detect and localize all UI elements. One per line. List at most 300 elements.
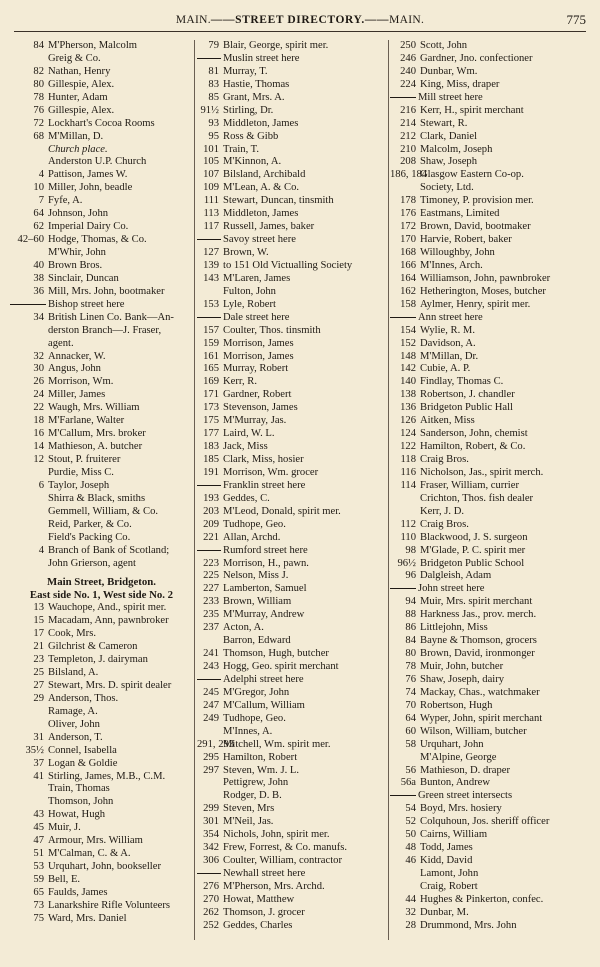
house-number: 79 <box>208 40 219 51</box>
occupant-name: M'Pherson, Malcolm <box>48 40 138 51</box>
directory-entry <box>197 105 387 118</box>
occupant-name: Cairns, William <box>420 829 488 841</box>
house-number: 10 <box>33 182 44 194</box>
column-divider <box>388 40 389 940</box>
house-number: 142 <box>400 363 416 375</box>
occupant-name: Nathan, Henry <box>48 65 111 77</box>
house-number: 173 <box>203 402 219 414</box>
house-number: 4 <box>38 169 44 181</box>
house-number: 172 <box>400 221 416 233</box>
directory-entry-continued: M'Alpine, George <box>420 751 497 763</box>
directory-entry <box>197 855 387 868</box>
house-number: 23 <box>33 654 44 666</box>
directory-entry <box>10 545 193 558</box>
house-number: 114 <box>400 479 416 491</box>
house-number: 29 <box>33 692 44 704</box>
house-number: 210 <box>400 143 416 155</box>
occupant-name: Hamilton, Robert, & Co. <box>420 441 526 453</box>
header-right: MAIN. <box>389 14 425 26</box>
directory-entry <box>197 351 387 364</box>
dash-rule <box>197 317 221 318</box>
directory-entry <box>390 376 595 389</box>
directory-entry <box>197 389 387 402</box>
directory-entry-continued: Anderston U.P. Church <box>48 156 147 168</box>
occupant-name: Brown, William <box>223 596 292 608</box>
occupant-name: Aitken, Miss <box>420 415 475 427</box>
occupant-name: Morrison, James <box>223 337 294 349</box>
occupant-name: Stirling, James, M.B., C.M. <box>48 770 166 782</box>
directory-entry-continued: Fulton, John <box>223 285 276 297</box>
house-number: 56a <box>400 777 416 789</box>
house-number: 34 <box>33 311 44 323</box>
directory-entry <box>10 693 193 706</box>
occupant-name: Scott, John <box>420 40 468 51</box>
occupant-name: Robertson, J. chandler <box>420 389 515 401</box>
directory-entry <box>197 752 387 765</box>
directory-entry <box>197 622 387 635</box>
house-number: 64 <box>405 712 416 724</box>
directory-entry <box>390 454 595 467</box>
directory-entry <box>197 609 387 622</box>
house-number: 171 <box>203 389 219 401</box>
house-number: 112 <box>400 518 416 530</box>
house-number: 110 <box>400 531 416 543</box>
directory-entry <box>390 260 595 273</box>
occupant-name: Muir, J. <box>48 822 81 834</box>
occupant-name: Taylor, Joseph <box>48 479 110 491</box>
cross-street-label: Green street intersects <box>418 790 513 802</box>
house-number: 96½ <box>397 557 416 569</box>
occupant-name: Thomson, Hugh, butcher <box>223 648 329 660</box>
house-number: 76 <box>405 673 416 685</box>
directory-entry <box>390 803 595 816</box>
cross-street-label: Mill street here <box>418 91 483 103</box>
occupant-name: Stewart, Mrs. D. spirit dealer <box>48 679 172 691</box>
directory-entry <box>10 363 193 376</box>
section-heading: East side No. 1, West side No. 2 <box>29 589 174 602</box>
house-number: 91½ <box>200 104 219 116</box>
house-number: 208 <box>400 156 416 168</box>
occupant-name: Bilsland, A. <box>48 667 99 678</box>
occupant-name: Armour, Mrs. William <box>48 835 143 847</box>
occupant-name: Brown Bros. <box>48 259 103 271</box>
occupant-name: Ross & Gibb <box>223 130 279 142</box>
house-number: 176 <box>400 208 416 220</box>
occupant-name: Geddes, C. <box>223 492 270 504</box>
occupant-name: M'Farlane, Walter <box>48 415 125 427</box>
cross-street-label: Franklin street here <box>223 479 306 491</box>
directory-entry <box>197 558 387 571</box>
occupant-name: Russell, James, baker <box>223 221 315 233</box>
dash-rule <box>197 550 221 551</box>
directory-entry <box>197 208 387 221</box>
house-number: 68 <box>33 130 44 142</box>
occupant-name: Coulter, William, contractor <box>223 855 342 867</box>
house-number: 60 <box>405 725 416 737</box>
house-number: 291, 293 <box>197 738 235 750</box>
directory-entry <box>197 570 387 583</box>
directory-entry-continued: Greig & Co. <box>48 52 101 64</box>
occupant-name: Brown, W. <box>223 247 269 258</box>
cross-street-marker <box>197 545 387 558</box>
directory-entry <box>390 389 595 402</box>
directory-entry-continued: Lamont, John <box>420 868 479 879</box>
occupant-name: Stevenson, James <box>223 402 298 414</box>
directory-entry <box>390 40 595 53</box>
directory-entry <box>390 816 595 829</box>
directory-entry <box>10 913 193 926</box>
directory-entry-continued: Crichton, Thos. fish dealer <box>420 492 534 504</box>
directory-entry-continued: Barron, Edward <box>223 635 291 647</box>
house-number: 227 <box>203 583 219 595</box>
occupant-name: Wyper, John, spirit merchant <box>420 712 543 724</box>
house-number: 118 <box>400 454 416 465</box>
occupant-name: Faulds, James <box>48 886 108 898</box>
house-number: 148 <box>400 350 416 362</box>
occupant-name: Willoughby, John <box>420 247 495 258</box>
directory-entry <box>10 260 193 273</box>
directory-entry <box>10 428 193 441</box>
directory-entry <box>10 351 193 364</box>
directory-entry <box>390 829 595 842</box>
directory-entry <box>197 273 387 286</box>
occupant-name: Lockhart's Cocoa Rooms <box>48 117 155 129</box>
house-number: 41 <box>33 770 44 782</box>
directory-entry <box>390 234 595 247</box>
occupant-name: Acton, A. <box>223 622 264 634</box>
directory-column-1 <box>10 40 193 926</box>
house-number: 140 <box>400 376 416 388</box>
occupant-name: Bridgeton Public Hall <box>420 402 513 414</box>
directory-entry <box>390 428 595 441</box>
cross-street-marker <box>390 583 595 596</box>
directory-entry <box>197 881 387 894</box>
occupant-name: Muir, John, butcher <box>420 661 504 672</box>
house-number: 85 <box>208 91 219 103</box>
directory-entry <box>390 480 595 493</box>
house-number: 44 <box>405 893 416 905</box>
header-left: MAIN. <box>175 14 211 26</box>
directory-entry-continued: Thomson, John <box>48 796 114 808</box>
occupant-name: Morrison, Wm. <box>48 376 114 388</box>
occupant-name: Blair, George, spirit mer. <box>223 40 329 51</box>
directory-entry-continued: Craig, Robert <box>420 880 478 892</box>
house-number: 342 <box>203 842 219 854</box>
directory-entry <box>10 874 193 887</box>
house-number: 94 <box>405 596 416 608</box>
directory-entry <box>10 376 193 389</box>
occupant-name: Gardner, Jno. confectioner <box>420 52 533 64</box>
directory-entry <box>390 79 595 92</box>
house-number: 165 <box>203 363 219 375</box>
directory-entry-continued: Oliver, John <box>48 718 100 730</box>
house-number: 109 <box>203 182 219 194</box>
house-number: 76 <box>33 104 44 116</box>
occupant-name: Todd, James <box>420 842 473 854</box>
directory-entry-continued: Kerr, J. D. <box>420 505 464 517</box>
directory-entry <box>10 861 193 874</box>
directory-entry <box>10 848 193 861</box>
house-number: 193 <box>203 492 219 504</box>
directory-entry <box>10 454 193 467</box>
directory-entry <box>390 777 595 790</box>
directory-entry-continued: Society, Ltd. <box>420 182 474 194</box>
dash-rule <box>197 485 221 486</box>
occupant-name: Lanarkshire Rifle Volunteers <box>48 899 170 911</box>
directory-entry <box>197 118 387 131</box>
house-number: 297 <box>203 764 219 776</box>
directory-entry-continued: Purdie, Miss C. <box>48 466 114 478</box>
directory-entry <box>390 558 595 571</box>
cross-street-marker <box>197 312 387 325</box>
occupant-name: Morrison, James <box>223 350 294 362</box>
occupant-name: Mitchell, Wm. spirit mer. <box>223 738 331 750</box>
occupant-name: Pattison, James W. <box>48 169 128 181</box>
directory-entry <box>10 641 193 654</box>
occupant-name: Anderson, Thos. <box>48 692 119 704</box>
occupant-name: Cubie, A. P. <box>420 363 471 375</box>
directory-entry <box>390 221 595 234</box>
directory-entry <box>10 182 193 195</box>
house-number: 25 <box>33 667 44 678</box>
running-header <box>0 12 600 28</box>
occupant-name: Kerr, R. <box>223 376 257 388</box>
directory-entry <box>197 519 387 532</box>
directory-entry <box>390 402 595 415</box>
house-number: 83 <box>208 78 219 90</box>
house-number: 154 <box>400 324 416 336</box>
directory-entry <box>390 570 595 583</box>
house-number: 82 <box>33 65 44 77</box>
occupant-name: Harvie, Robert, baker <box>420 234 512 246</box>
directory-entry <box>197 221 387 234</box>
directory-entry <box>197 661 387 674</box>
dash-rule <box>197 873 221 874</box>
directory-entry <box>10 745 193 758</box>
page-number: 775 <box>566 12 586 27</box>
section-heading: Main Street, Bridgeton. <box>47 576 156 589</box>
directory-entry-continued: Train, Thomas <box>48 783 110 795</box>
cross-street-marker <box>197 868 387 881</box>
directory-entry <box>197 325 387 338</box>
occupant-name: Nicholson, Jas., spirit merch. <box>420 466 544 478</box>
house-number: 225 <box>203 570 219 582</box>
occupant-name: Gardner, Robert <box>223 389 292 401</box>
house-number: 88 <box>405 609 416 621</box>
house-number: 48 <box>405 842 416 854</box>
directory-entry <box>10 208 193 221</box>
house-number: 21 <box>33 641 44 653</box>
occupant-name: Littlejohn, Miss <box>420 622 488 634</box>
occupant-name: M'Lean, A. & Co. <box>223 182 300 194</box>
occupant-name: Nelson, Miss J. <box>223 570 289 582</box>
occupant-name: Stewart, Duncan, tinsmith <box>223 195 334 207</box>
house-number: 54 <box>405 803 416 815</box>
occupant-name: Branch of Bank of Scotland; <box>48 544 170 556</box>
house-number: 46 <box>405 855 416 867</box>
house-number: 4 <box>38 544 44 556</box>
directory-entry <box>10 809 193 822</box>
dash-rule <box>390 97 416 98</box>
house-number: 59 <box>33 874 44 885</box>
occupant-name: Anderson, T. <box>48 731 103 743</box>
house-number: 185 <box>203 454 219 465</box>
house-number: 138 <box>400 389 416 401</box>
house-number: 164 <box>400 272 416 284</box>
house-number: 53 <box>33 861 44 873</box>
directory-entry <box>197 596 387 609</box>
occupant-name: Angus, John <box>48 363 101 375</box>
directory-entry <box>10 169 193 182</box>
cross-street-label: John street here <box>418 583 485 595</box>
house-number: 70 <box>405 699 416 711</box>
house-number: 27 <box>33 679 44 691</box>
directory-entry <box>10 758 193 771</box>
directory-entry <box>10 40 193 53</box>
directory-entry-continued: M'Innes, A. <box>223 725 273 737</box>
house-number: 183 <box>203 441 219 453</box>
house-number: 191 <box>203 466 219 478</box>
occupant-name: Ward, Mrs. Daniel <box>48 912 127 924</box>
occupant-name: M'Callum, Mrs. broker <box>48 428 146 440</box>
occupant-name: Morrison, Wm. grocer <box>223 466 319 478</box>
occupant-name: Macadam, Ann, pawnbroker <box>48 615 169 627</box>
occupant-name: Frew, Forrest, & Co. manufs. <box>223 842 348 854</box>
occupant-name: M'Laren, James <box>223 272 291 284</box>
directory-entry <box>390 144 595 157</box>
house-number: 153 <box>203 298 219 310</box>
cross-street-label: Dale street here <box>223 311 290 323</box>
cross-street-label: Bishop street here <box>48 298 125 310</box>
directory-entry <box>197 467 387 480</box>
directory-entry <box>197 803 387 816</box>
occupant-name: Bilsland, Archibald <box>223 169 306 181</box>
directory-entry-continued: Field's Packing Co. <box>48 531 131 543</box>
directory-entry <box>197 156 387 169</box>
house-number: 86 <box>405 622 416 634</box>
house-number: 81 <box>208 65 219 77</box>
directory-entry <box>390 713 595 726</box>
house-number: 209 <box>203 518 219 530</box>
house-number: 170 <box>400 234 416 246</box>
house-number: 105 <box>203 156 219 168</box>
occupant-name: Cook, Mrs. <box>48 628 96 640</box>
occupant-name: M'Millan, D. <box>48 130 104 142</box>
occupant-name: Tudhope, Geo. <box>223 712 286 724</box>
directory-entry <box>390 661 595 674</box>
directory-entry <box>10 654 193 667</box>
directory-entry <box>390 66 595 79</box>
occupant-name: Hogg, Geo. spirit merchant <box>223 661 339 672</box>
occupant-name: Hughes & Pinkerton, confec. <box>420 893 544 905</box>
occupant-name: Jack, Miss <box>223 441 268 453</box>
directory-entry <box>390 467 595 480</box>
directory-entry <box>390 519 595 532</box>
house-number: 42–60 <box>17 234 44 246</box>
occupant-name: Templeton, J. dairyman <box>48 654 148 666</box>
directory-entry <box>390 596 595 609</box>
occupant-name: Urquhart, John <box>420 738 484 750</box>
directory-entry <box>390 131 595 144</box>
directory-entry <box>197 700 387 713</box>
occupant-name: Aylmer, Henry, spirit mer. <box>420 298 531 310</box>
house-number: 169 <box>203 376 219 388</box>
cross-street-marker <box>390 92 595 105</box>
directory-entry <box>390 169 595 182</box>
occupant-name: Fraser, William, currier <box>420 479 519 491</box>
occupant-name: Kidd, David <box>420 855 473 867</box>
directory-entry <box>197 506 387 519</box>
directory-entry <box>10 480 193 493</box>
occupant-name: M'Callum, William <box>223 699 305 711</box>
directory-entry-continued: derston Branch—J. Fraser, <box>48 324 162 336</box>
house-number: 26 <box>33 376 44 388</box>
directory-entry-continued: Reid, Parker, & Co. <box>48 518 132 530</box>
house-number: 24 <box>33 389 44 401</box>
directory-entry-continued: Shirra & Black, smiths <box>48 492 146 504</box>
occupant-name: King, Miss, draper <box>420 78 500 90</box>
house-number: 51 <box>33 848 44 860</box>
house-number: 241 <box>203 648 219 660</box>
occupant-name: M'Innes, Arch. <box>420 259 483 271</box>
house-number: 72 <box>33 117 44 129</box>
directory-entry <box>197 260 387 273</box>
directory-entry <box>197 532 387 545</box>
occupant-name: Shaw, Joseph, dairy <box>420 673 505 685</box>
occupant-name: Grant, Mrs. A. <box>223 91 285 103</box>
directory-entry <box>197 66 387 79</box>
cross-street-marker <box>197 480 387 493</box>
directory-entry <box>390 441 595 454</box>
directory-entry <box>390 609 595 622</box>
directory-entry <box>10 441 193 454</box>
occupant-name: Blackwood, J. S. surgeon <box>420 531 528 543</box>
cross-street-label: Adelphi street here <box>223 673 304 685</box>
occupant-name: M'Neil, Jas. <box>223 816 274 828</box>
place-subheading: Church place. <box>48 143 108 155</box>
directory-entry <box>197 363 387 376</box>
directory-entry <box>390 118 595 131</box>
occupant-name: Tudhope, Geo. <box>223 518 286 530</box>
directory-entry <box>197 195 387 208</box>
occupant-name: Hamilton, Robert <box>223 751 298 763</box>
occupant-name: Gillespie, Alex. <box>48 104 115 116</box>
house-number: 249 <box>203 712 219 724</box>
directory-entry <box>197 920 387 933</box>
occupant-name: Dunbar, M. <box>420 906 469 918</box>
occupant-name: M'Pherson, Mrs. Archd. <box>223 880 325 892</box>
house-number: 301 <box>203 816 219 828</box>
directory-entry <box>390 208 595 221</box>
occupant-name: M'Calman, C. & A. <box>48 848 131 860</box>
house-number: 80 <box>33 78 44 90</box>
occupant-name: Craig Bros. <box>420 518 469 530</box>
directory-entry <box>197 299 387 312</box>
house-number: 295 <box>203 751 219 763</box>
occupant-name: M'Kinnon, A. <box>223 156 282 168</box>
directory-entry <box>10 105 193 118</box>
house-number: 30 <box>33 363 44 375</box>
directory-entry <box>10 273 193 286</box>
house-number: 233 <box>203 596 219 608</box>
directory-entry <box>197 454 387 467</box>
occupant-name: Mathieson, A. butcher <box>48 441 143 453</box>
house-number: 243 <box>203 661 219 672</box>
house-number: 162 <box>400 285 416 297</box>
cross-street-marker <box>197 674 387 687</box>
directory-entry <box>390 532 595 545</box>
cross-street-marker <box>390 790 595 803</box>
